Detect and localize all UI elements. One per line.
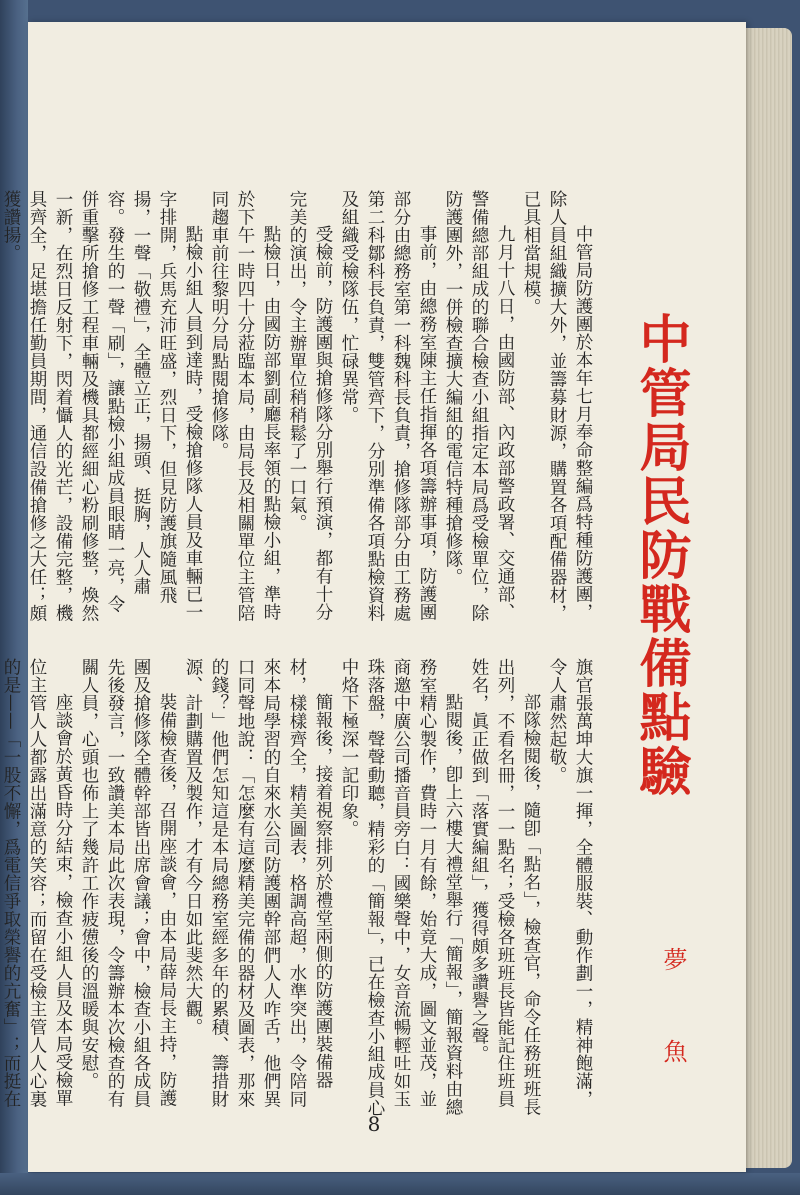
paragraph: 九月十八日，由國防部、內政部警政署、交通部、警備總部組成的聯合檢查小組指定本局爲受檢單位，除防護團外，一併檢查擴大編組的電信特種搶修隊。 [443, 190, 515, 622]
paragraph: 部隊檢閱後，隨卽「點名」，檢查官，命令任務班班長出列，不看名冊，一一點名；受檢各班班長皆能記住班員姓名，眞正做到「落實編組」，獲得頗多讚譽之聲。 [469, 658, 541, 1117]
paragraph: 中管局防護團於本年七月奉命整編爲特種防護團，除人員組織擴大外，並籌募財源，購置各項配備器材，已具相當規模。 [521, 190, 593, 622]
page-number: 8 [367, 1112, 381, 1136]
paragraph: 座談會於黃昏時分結束，檢查小組人員及本局受檢單位主管人人都露出滿意的笑容；而留在受檢主管人人心裏的是——「一股不懈，爲電信爭取榮譽的亢奮」；而挺在 [1, 658, 73, 1108]
body-text-top [1, 190, 596, 630]
paragraph: 事前，由總務室陳主任指揮各項籌辦事項，防護團部分由總務室第一科魏科長負責，搶修隊部分由工務處第二科鄒科長負責，雙管齊下，分別準備各項點檢資料及組織受檢隊伍，忙碌異常。 [339, 190, 437, 622]
article-title: 中管局民防戰備點驗 [630, 312, 691, 798]
article-author: 夢 魚 [659, 947, 687, 1085]
paragraph: 受檢前，防護團與搶修隊分別舉行預演，都有十分完美的演出，令主辦單位稍稍鬆了一口氣。 [287, 190, 333, 621]
document-page [1, 22, 746, 1172]
paragraph: 點檢小組人員到達時，受檢搶修隊人員及車輛已一字排開，兵馬充沛旺盛，烈日下，但見防護旗隨風飛揚，一聲「敬禮」，全體立正，揚頭、挺胸，人人肅容。發生的一聲「刷」，讓點檢小組成員眼睛一亮，令併重擊所搶修工程車輛及機具都經細心粉刷修整，煥然一新，在烈日反射下，閃着懾人的光芒，設備完整，機具齊全，足堪擔任勤員期間，通信設備搶修之大任；頗獲讚揚。 [1, 190, 203, 622]
paragraph: 點閱後，卽上六樓大禮堂舉行「簡報」，簡報資料由總務室精心製作，費時一月有餘，始竟大成，圖文並茂，並商邀中廣公司播音員旁白：國樂聲中，女音流暢輕吐如玉珠落盤，聲聲動聽，精彩的「簡報」，已在檢查小組成員心中烙下極深一記印象。 [339, 658, 463, 1118]
book-binding-bottom [0, 1173, 800, 1195]
paragraph: 點檢日，由國防部劉副廳長率領的點檢小組，準時於下午一時四十分蒞臨本局，由局長及相關單位主管陪同趨車前往黎明分局點閱搶修隊。 [209, 190, 281, 622]
paragraph: 裝備檢查後，召開座談會，由本局薛局長主持，防護團及搶修隊全體幹部皆出席會議；會中，檢查小組各成員先後發言，一致讚美本局此次表現，令籌辦本次檢查的有關人員，心頭也佈上了幾許工作疲憊後的溫暖與安慰。 [79, 658, 177, 1108]
paragraph: 簡報後，接着視察排列於禮堂兩側的防護團裝備器材，樣樣齊全，精美圖表，格調高超，水準突出，令陪同來本局學習的自來水公司防護團幹部們人人咋舌，他們異口同聲地說：「怎麼有這麼精美完備的器材及圖表，那來的錢？」他們怎知這是本局總務室經多年的累積、籌措財源、計劃購置及製作，才有今日如此斐然大觀。 [183, 658, 333, 1108]
paragraph: 旗官張萬坤大旗一揮，全體服裝、動作劃一，精神飽滿，令人肅然起敬。 [547, 658, 593, 1108]
body-text-bottom [1, 658, 596, 1118]
